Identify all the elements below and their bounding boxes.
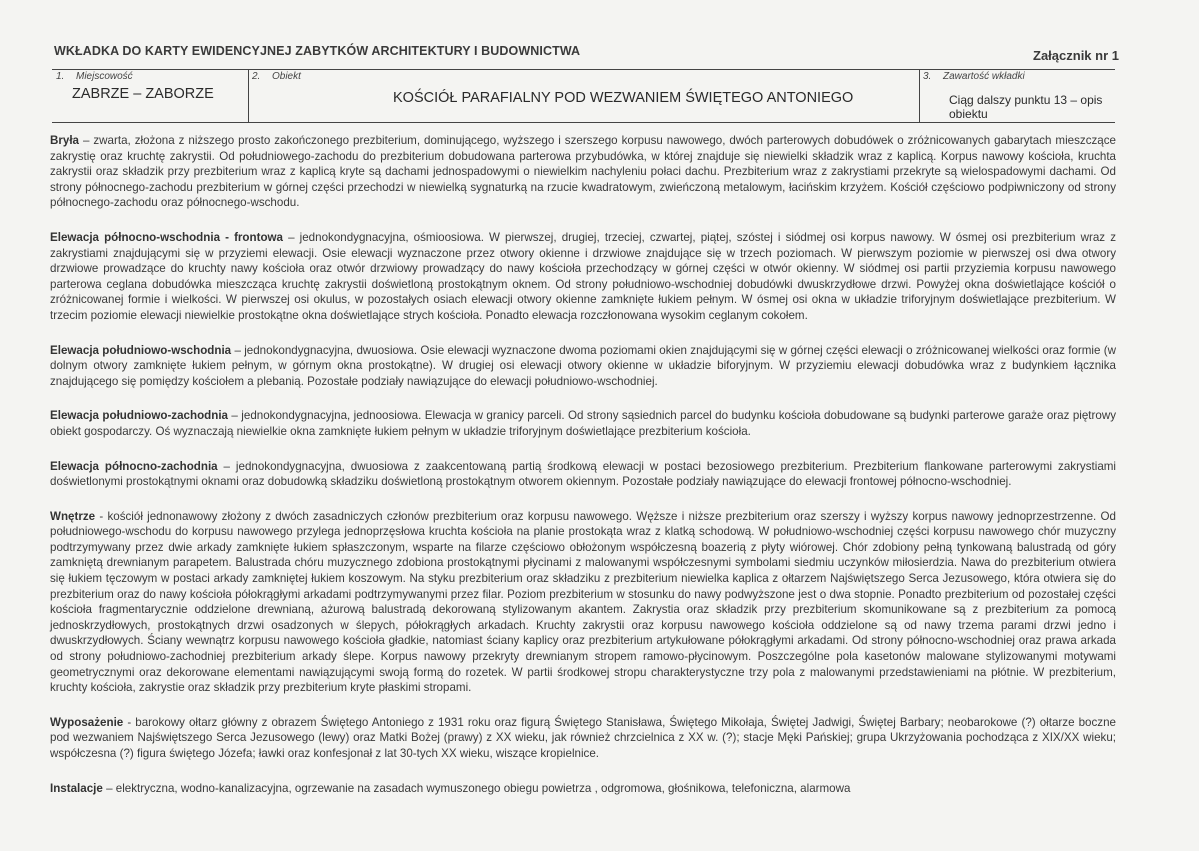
section-elewacja-pd-zach xyxy=(50,408,1116,439)
section-elewacja-pn-zach xyxy=(50,459,1116,490)
section-heading: Elewacja południowo-wschodnia xyxy=(50,343,232,357)
section-text: - barokowy ołtarz główny z obrazem Świętego Antoniego z 1931 roku oraz figurą Świętego Stanisława, Świętego Mikołaja, Świętej Jadwigi, Świętej Barbary; neobarokowe (?) ołtarze boczne pod wezwaniem Najświętszego Serca Jezusowego (lewy) oraz Matki Bożej (prawy) z XX wieku, jak również chrzcielnica z XX w. (?); stacje Męki Pańskiej; grupa Ukrzyżowania pochodząca z XIX/XX wieku; współczesna (?) figura świętego Józefa; ławki oraz konfesjonał z lat 30-tych XX wieku, wiszące kropielnice. xyxy=(50,715,1116,760)
object-value: KOŚCIÓŁ PARAFIALNY POD WEZWANIEM ŚWIĘTEGO ANTONIEGO xyxy=(393,90,854,106)
description-body xyxy=(50,133,1116,796)
section-heading: Wyposażenie xyxy=(50,715,124,729)
section-heading: Elewacja północno-wschodnia - frontowa xyxy=(50,230,284,244)
section-text: – jednokondygnacyjna, dwuosiowa z zaakcentowaną partią środkową elewacji w postaci bezosiowego prezbiterium. Prezbiterium flankowane parterowymi zakrystiami doświetlonymi prostokątnymi oknami oraz dobudowką składziku doświetloną prostokątnym otworem okiennym. Pozostałe podziały nawiązujące do elewacji frontowej północno-wschodniej. xyxy=(50,459,1116,489)
section-text: – elektryczna, wodno-kanalizacyjna, ogrzewanie na zasadach wymuszonego obiegu powietrza , odgromowa, głośnikowa, telefoniczna, alarmowa xyxy=(102,781,851,795)
location-label: Miejscowość xyxy=(76,71,133,82)
section-instalacje xyxy=(50,781,1116,797)
section-text: - kościół jednonawowy złożony z dwóch zasadniczych członów prezbiterium oraz korpusu nawowego. Węższe i niższe prezbiterium oraz szerszy i wyższy korpus nawowy jednoprzestrzenne. Od południowego-wschodu do korpusu nawowego przylega jednoprzęsłowa kruchta kościoła na planie prostokąta wraz z klatką schodową. W południowo-wschodniej części korpusu nawowego chór muzyczny podtrzymywany przez dwie arkady zamknięte łukiem spłaszczonym, wsparte na filarze częściowo obłożonym współczesną boazerią z płyty wiórowej. Chór zdobiony pełną tynkowaną balustradą od góry zamkniętą drewnianym parapetem. Balustrada chóru muzycznego zdobiona prostokątnymi płycinami z malowanymi współczesnymi symbolami siedmiu uczynków miłosierdzia. Nawa do prezbiterium otwiera się łukiem tęczowym w postaci arkady zamkniętej łukiem koszowym. Na styku prezbiterium oraz składziku z prezbiterium niewielka kaplica z ołtarzem Najświętszego Serca Jezusowego, która otwiera się do prezbiterium oraz do nawy kościoła półokrągłymi arkadami podtrzymywanymi przez filar. Poziom prezbiterium w stosunku do nawy podwyższone jest o dwa stopnie. Ponadto prezbiterium od pozostałej części kościoła fragmentarycznie oddzielone drewnianą, ażurową balustradą dekorowaną stylizowanym akantem. Zakrystia oraz składzik przy prezbiterium skomunikowane są z prezbiterium za pomocą jednoskrzydłowych, prostokątnych drzwi osadzonych w ślepych, półokrągłych arkadach. Kruchty zakrystii oraz korpusu nawowego kościoła oddzielone są od nawy trzema parami drzwi jedno i dwuskrzydłowych. Ściany wewnątrz korpusu nawowego kościoła gładkie, natomiast ściany kaplicy oraz prezbiterium artykułowane półokrągłymi arkadami. Od strony północno-wschodniej oraz prawa arkada od strony południowo-zachodniej prezbiterium arkady ślepe. Korpus nawowy przekryty drewnianym stropem ramowo-płycinowym. Poszczególne pola kasetonów malowane stylizowanymi motywami geometrycznymi oraz dekorowane elementami nawiązującymi swoją formą do rozetek. W partii środkowej stropu charakterystyczne trzy pola z malowanymi przedstawieniami na płótnie. W prezbiterium, kruchty kościoła, zakrystie oraz składzik przy prezbiterium kryte płaskimi stropami. xyxy=(50,509,1116,695)
section-heading: Wnętrze xyxy=(50,509,96,523)
contents-label: Zawartość wkładki xyxy=(943,71,1025,82)
header-cell-location xyxy=(52,70,249,122)
section-wyposazenie xyxy=(50,715,1116,762)
object-label: Obiekt xyxy=(272,71,301,82)
header-cell-contents xyxy=(919,70,1115,122)
location-value: ZABRZE – ZABORZE xyxy=(72,86,214,102)
section-text: – zwarta, złożona z niższego prosto zakończonego prezbiterium, dominującego, wyższego i szerszego korpusu nawowego, dwóch parterowych dobudówek o zróżnicowanych gabarytach mieszczące zakrystię oraz kruchtę zakrystii. Od południowego-zachodu do prezbiterium dobudowana parterowa przybudówka, w której znajduje się niewielki składzik wraz z kaplicą. Korpus nawowy kościoła, kruchta zakrystii oraz składzik przy prezbiterium wraz z kaplicą kryte są dachami jednospadowymi o niewielkim nachyleniu połaci dachu. Prezbiterium wraz z zakrystiami przekryte są wielospadowymi dachami. Od strony północnego-zachodu prezbiterium w górnej części przechodzi w niewielką sygnaturką na rzucie kwadratowym, zwieńczoną metalowym, łacińskim krzyżem. Kościół częściowo podpiwniczony od strony północnego-zachodu oraz północnego-wschodu. xyxy=(50,134,1116,210)
header-cell-object xyxy=(248,70,920,122)
header-table xyxy=(52,69,1115,123)
section-elewacja-pn-wsch xyxy=(50,230,1116,324)
section-heading: Elewacja północno-zachodnia xyxy=(50,459,218,473)
section-heading: Instalacje xyxy=(50,781,103,795)
document-title: WKŁADKA DO KARTY EWIDENCYJNEJ ZABYTKÓW ARCHITEKTURY I BUDOWNICTWA xyxy=(54,44,581,58)
section-text: – jednokondygnacyjna, jednoosiowa. Elewacja w granicy parceli. Od strony sąsiednich parcel do budynku kościoła dobudowane są budynki parterowe garaże oraz piętrowy obiekt gospodarczy. Oś wyznaczają niewielkie okna zamknięte łukiem pełnym w układzie triforyjnym doświetlające prezbiterium kościoła. xyxy=(50,409,1116,438)
object-number: 2. xyxy=(252,71,261,82)
section-elewacja-pd-wsch xyxy=(50,343,1116,390)
section-heading: Bryła xyxy=(50,134,80,147)
contents-value: Ciąg dalszy punktu 13 – opis obiektu xyxy=(949,93,1103,121)
location-number: 1. xyxy=(56,71,65,82)
section-text: – jednokondygnacyjna, ośmioosiowa. W pierwszej, drugiej, trzeciej, czwartej, piątej, szóstej i siódmej osi korpus nawowy. W ósmej osi prezbiterium wraz z zakrystiami znajdującymi się w przyziemi elewacji. Osie elewacji wyznaczone przez otwory okienne i drzwiowe znajdujące się w trzech poziomach. W pierwszym poziomie w pierwszej osi dwa otwory drzwiowe prowadzące do kruchty nawy kościoła oraz otwór drzwiowy prowadzący do nawy kościoła przechodzący w górnej części w otwór okienny. W siódmej osi partii przyziemia korpusu nawowego parterowa ceglana dobudówka mieszcząca kruchtę zakrystii doświetloną prostokątnym oknem. Od strony południowo-wschodniej dobudówki dwuskrzydłowe drzwi. Powyżej okna doświetlające kościół o zróżnicowanej formie i wielkości. W pierwszej osi okulus, w pozostałych osiach elewacji otwory okienne zamknięte łukiem pełnym. W ósmej osi okna w układzie triforyjnym doświetlające prezbiterium. W trzecim poziomie elewacji niewielkie prostokątne okna doświetlające strych kościoła. Ponadto elewacja rozczłonowana wysokim ceglanym cokołem. xyxy=(50,230,1116,322)
section-wnetrze xyxy=(50,509,1116,696)
section-text: – jednokondygnacyjna, dwuosiowa. Osie elewacji wyznaczone dwoma poziomami okien znajdującymi się w górnej części elewacji o zróżnicowanej wielkości oraz formie (w dolnym otwory zamknięte łukiem pełnym, w górnym okna prostokątne). W drugiej osi elewacji otwory okienne w układzie biforyjnym. W przyziemiu elewacji dobudówka wraz z budynkiem łącznika znajdującego się pomiędzy kościołem a plebanią. Pozostałe podziały nawiązujące do elewacji południowo-wschodniej. xyxy=(50,343,1117,388)
section-heading: Elewacja południowo-zachodnia xyxy=(50,409,228,423)
annex-label: Załącznik nr 1 xyxy=(1033,48,1119,63)
contents-number: 3. xyxy=(923,71,932,82)
section-bryla xyxy=(50,133,1116,211)
